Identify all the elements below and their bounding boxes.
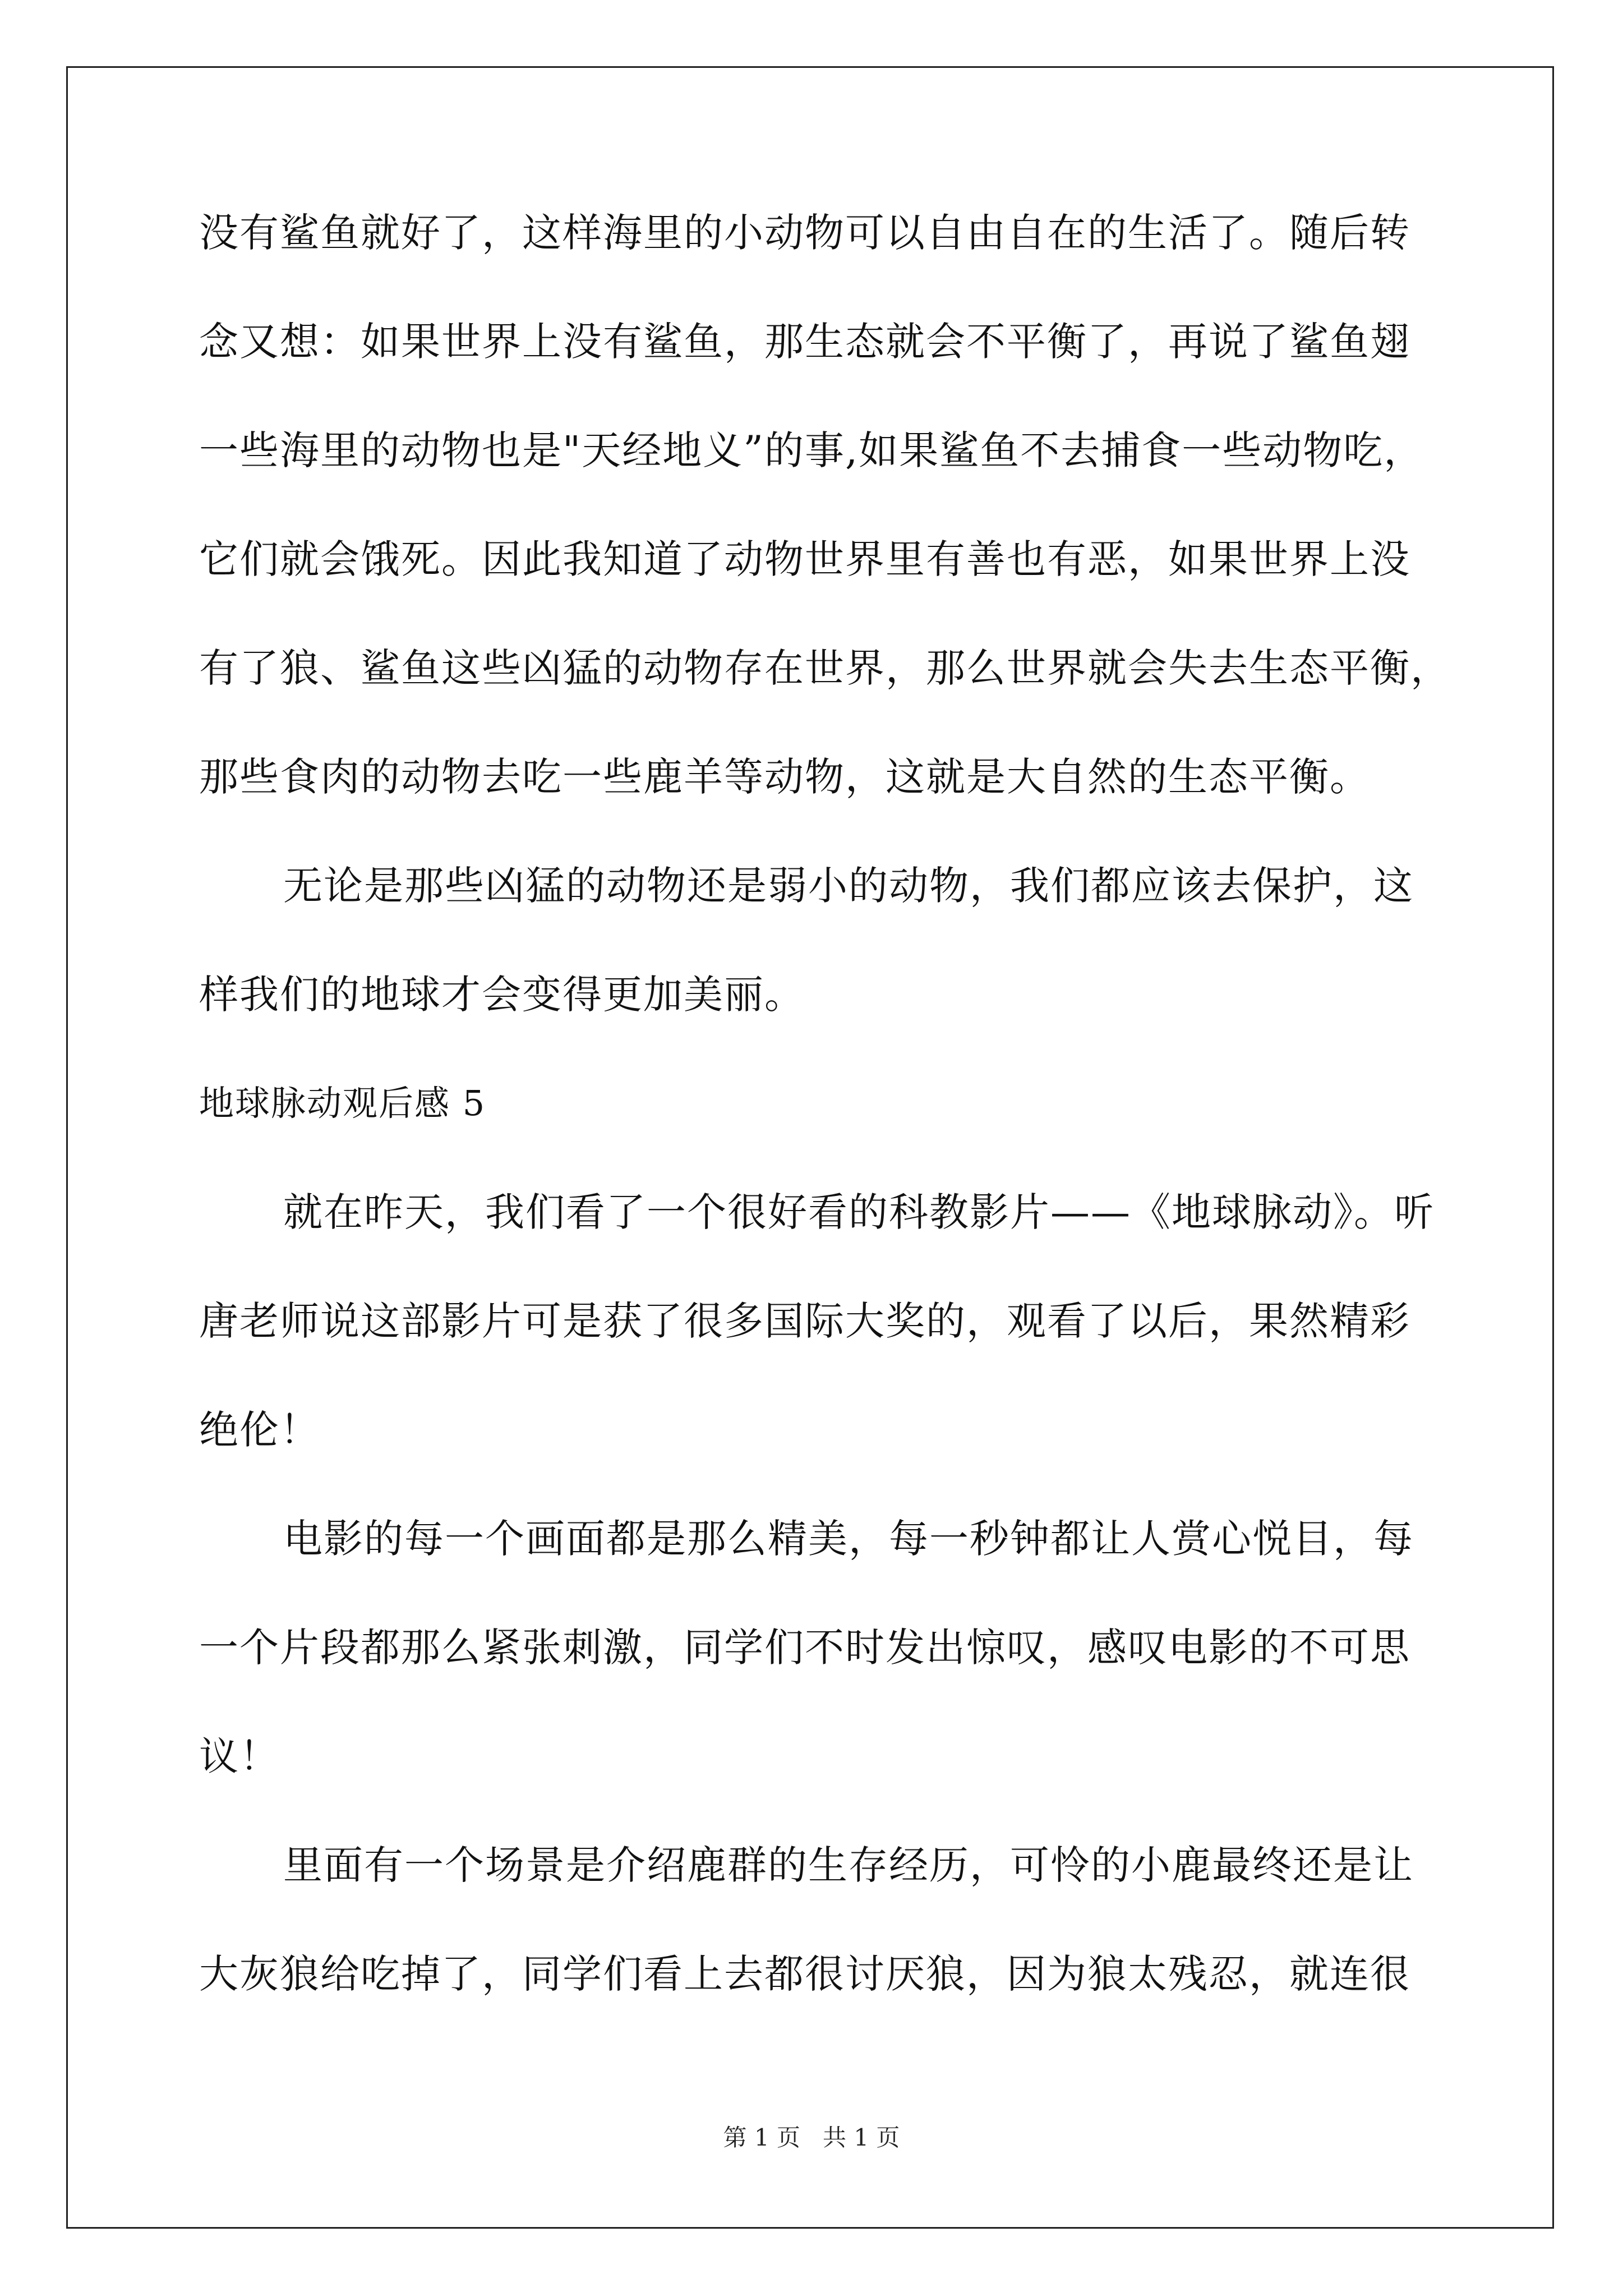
document-body — [199, 210, 1451, 2063]
text-line: 样我们的地球才会变得更加美丽。 — [199, 972, 805, 1018]
text-line: 大灰狼给吃掉了，同学们看上去都很讨厌狼，因为狼太残忍，就连很 — [199, 1951, 1410, 1997]
text-line: 绝伦！ — [199, 1407, 320, 1453]
text-line: 那些食肉的动物去吃一些鹿羊等动物，这就是大自然的生态平衡。 — [199, 754, 1370, 800]
text-line: 唐老师说这部影片可是获了很多国际大奖的，观看了以后，果然精彩 — [199, 1298, 1410, 1344]
text-line: 念又想：如果世界上没有鲨鱼，那生态就会不平衡了，再说了鲨鱼翅 — [199, 319, 1410, 365]
text-line: 一些海里的动物也是"天经地义”的事,如果鲨鱼不去捕食一些动物吃， — [199, 427, 1424, 473]
paragraph-start-line: 电影的每一个画面都是那么精美，每一秒钟都让人赏心悦目，每 — [283, 1516, 1414, 1562]
text-line: 议！ — [199, 1733, 280, 1779]
text-line: 一个片段都那么紧张刺激，同学们不时发出惊叹，感叹电影的不可思 — [199, 1625, 1410, 1671]
text-line: 没有鲨鱼就好了，这样海里的小动物可以自由自在的生活了。随后转 — [199, 210, 1410, 256]
text-line: 它们就会饿死。因此我知道了动物世界里有善也有恶，如果世界上没 — [199, 536, 1410, 582]
text-line: 有了狼、鲨鱼这些凶猛的动物存在世界，那么世界就会失去生态平衡， — [199, 645, 1451, 691]
page-footer — [0, 2126, 1623, 2150]
paragraph-start-line: 就在昨天，我们看了一个很好看的科教影片——《地球脉动》。听 — [283, 1189, 1435, 1235]
page-number: 第 1 页 — [723, 2124, 800, 2151]
paragraph-start-line: 无论是那些凶猛的动物还是弱小的动物，我们都应该去保护，这 — [283, 863, 1414, 909]
page-total: 共 1 页 — [823, 2124, 900, 2151]
paragraph-start-line: 里面有一个场景是介绍鹿群的生存经历，可怜的小鹿最终还是让 — [283, 1842, 1414, 1888]
section-heading: 地球脉动观后感 5 — [199, 1083, 486, 1124]
